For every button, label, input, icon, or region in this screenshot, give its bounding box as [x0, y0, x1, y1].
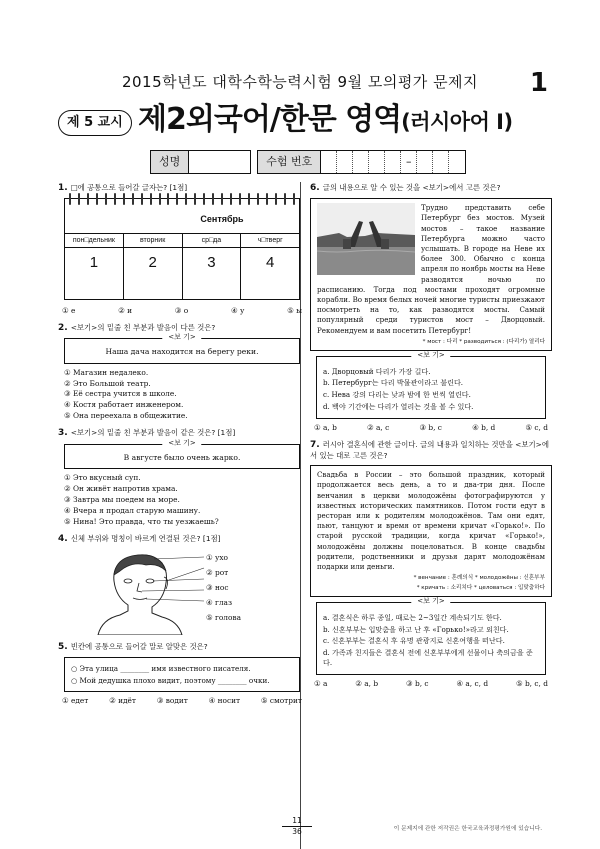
- question-prompt: □에 공통으로 들어갈 글자는? [1점]: [70, 183, 188, 192]
- subject-sub: (러시아어 I): [401, 110, 513, 134]
- answer-options: [314, 679, 548, 689]
- answer-option[interactable]: ① Это вкусный суп.: [64, 472, 141, 482]
- example-item: d. 백야 기간에는 다리가 열리는 것을 볼 수 있다.: [323, 401, 474, 411]
- left-column: [58, 182, 306, 712]
- calendar-day: пон□дельник: [65, 234, 123, 248]
- example-item: b. 신혼부부는 입맞춤을 하고 난 후 «Горько!»라고 외친다.: [323, 624, 509, 634]
- student-id-bar: [150, 150, 466, 174]
- answer-options: [62, 696, 302, 706]
- answer-option[interactable]: ① Магазин недалеко.: [64, 367, 149, 377]
- answer-option[interactable]: ① a: [314, 679, 328, 689]
- calendar-cell: [183, 234, 242, 300]
- answer-option[interactable]: ① едет: [62, 696, 89, 706]
- answer-options: [62, 306, 302, 316]
- answer-option[interactable]: ⑤ ы: [287, 306, 302, 316]
- question-7: [310, 439, 552, 689]
- example-box: [316, 350, 546, 419]
- face-label[interactable]: ④ глаз: [206, 597, 232, 607]
- calendar-month: Сентябрь: [200, 214, 244, 225]
- question-prompt: <보기>의 밑줄 친 부분과 발음이 다른 것은?: [70, 323, 216, 333]
- page-indicator: [282, 816, 312, 837]
- answer-option[interactable]: ④ у: [231, 306, 245, 316]
- example-box: [64, 438, 300, 469]
- face-label[interactable]: ② рот: [206, 567, 229, 577]
- answer-option[interactable]: ⑤ b, c, d: [515, 679, 548, 689]
- example-item: b. Петербург는 다리 박물관이라고 불린다.: [323, 378, 464, 388]
- calendar-spiral: [69, 193, 295, 205]
- example-tag: <보 기>: [162, 333, 201, 342]
- face-part-labels: [206, 553, 241, 628]
- name-field[interactable]: [189, 150, 251, 174]
- question-number: 2.: [58, 323, 68, 334]
- vocab-note: * мост : 다리 * разводиться : (다리가) 열리다: [422, 338, 545, 345]
- answer-option[interactable]: ⑤ смотрит: [260, 696, 302, 706]
- face-label[interactable]: ⑤ голова: [206, 612, 242, 622]
- question-number: 7.: [310, 440, 320, 451]
- example-box: [316, 597, 546, 675]
- calendar-number: 1: [89, 254, 99, 272]
- calendar-day: вторник: [124, 234, 182, 248]
- answer-option[interactable]: ④ Костя работает инженером.: [64, 400, 184, 410]
- answer-option[interactable]: ② идёт: [109, 696, 137, 706]
- question-prompt: 러시아 결혼식에 관한 글이다. 글의 내용과 일치하는 것만을 <보기>에서 있는 대로 고른 것은?: [310, 440, 549, 461]
- passage-box: [310, 198, 552, 351]
- answer-option[interactable]: ④ Вчера я продал старую машину.: [64, 505, 201, 515]
- face-label[interactable]: ① ухо: [206, 552, 228, 562]
- answer-option[interactable]: ② a, b: [355, 679, 379, 689]
- sentence-line: ○ Эта улица ________ имя известного писателя.: [71, 664, 251, 674]
- name-label: 성명: [150, 150, 189, 174]
- question-4: [58, 533, 306, 635]
- example-item: c. 신혼부부는 결혼식 후 유명 관광지로 신혼여행을 떠난다.: [323, 636, 505, 646]
- period-label: 제 5 교시: [58, 110, 132, 136]
- sentence-box: [64, 657, 300, 692]
- calendar-number: 4: [265, 254, 275, 272]
- passage-box: [310, 465, 552, 597]
- answer-option[interactable]: ② a, c: [366, 423, 390, 433]
- exam-number-label: 수험 번호: [257, 150, 321, 174]
- face-label[interactable]: ③ нос: [206, 582, 229, 592]
- copyright-notice: 이 문제지에 관한 저작권은 한국교육과정평가원에 있습니다.: [393, 826, 542, 832]
- calendar-number: 2: [148, 254, 157, 272]
- question-number: 4.: [58, 533, 68, 544]
- subject-main: 제2외국어/한문 영역: [138, 102, 402, 137]
- example-tag: <보 기>: [162, 439, 201, 448]
- example-text: Наша дача находится на берегу реки.: [105, 347, 259, 357]
- example-item: c. Нева 강의 다리는 낮과 밤에 한 번씩 열린다.: [323, 389, 471, 399]
- answer-option[interactable]: ④ a, c, d: [456, 679, 489, 689]
- question-number: 5.: [58, 641, 68, 652]
- question-prompt: <보기>의 밑줄 친 부분과 발음이 같은 것은? [1점]: [70, 428, 236, 438]
- question-number: 1.: [58, 183, 68, 193]
- question-prompt: 글의 내용으로 알 수 있는 것을 <보기>에서 고른 것은?: [322, 183, 501, 192]
- example-box: [64, 333, 300, 363]
- answer-option[interactable]: ③ о: [174, 306, 189, 316]
- question-prompt: 신체 부위와 명칭이 바르게 연결된 것은? [1점]: [70, 533, 221, 543]
- example-tag: <보 기>: [411, 597, 450, 606]
- example-item: a. Дворцовый 다리가 가장 길다.: [323, 366, 431, 376]
- answer-option[interactable]: ⑤ Нина! Это правда, что ты уезжаешь?: [64, 516, 219, 526]
- question-number: 3.: [58, 428, 68, 439]
- question-prompt: 빈칸에 공통으로 들어갈 말로 알맞은 것은?: [70, 641, 208, 651]
- page-total: 36: [292, 827, 302, 837]
- answer-option[interactable]: ⑤ Она переехала в общежитие.: [64, 411, 188, 421]
- vocab-note: * кричать : 소리치다 * целоваться : 입맞춤하다: [416, 585, 545, 592]
- question-number: 6.: [310, 183, 320, 193]
- answer-option[interactable]: ② Это Большой театр.: [64, 378, 151, 388]
- answer-option[interactable]: ③ b, c: [419, 423, 442, 433]
- page-current: 11: [282, 816, 312, 827]
- calendar-day: ч□тверг: [241, 234, 299, 248]
- answer-option[interactable]: ③ водит: [156, 696, 188, 706]
- example-item: a. 결혼식은 하루 종일, 때로는 2~3일간 계속되기도 한다.: [323, 613, 502, 623]
- passage-text: Свадьба в России – это большой праздник, который продолжается весь день, а то и два-три дня. После венчания в церкви молодожёны фотографируются у известных исторических памятников. Потом гости едут в ресторан или к родителям молодожёнов. Там они едят, пьют, танцуют и время от времени кричат «Горько!». По старой русской традиции, когда кричат «Горько!», молодожёны должны поцеловаться. В конце свадьбы родители, родственники и друзья дарят молодожёнам подарки или деньги.: [317, 470, 545, 572]
- question-1: [58, 182, 306, 316]
- exam-number-field[interactable]: [321, 150, 466, 174]
- vocab-note: * венчание : 혼례의식 * молодожёны : 신혼부부: [413, 575, 545, 582]
- calendar-cell: [241, 234, 299, 300]
- answer-option[interactable]: ③ Завтра мы поедем на море.: [64, 494, 180, 504]
- raised-bridge-image: [317, 203, 415, 275]
- answer-option[interactable]: ④ носит: [208, 696, 241, 706]
- answer-option[interactable]: ① е: [62, 306, 76, 316]
- bridge-photo: [317, 203, 415, 275]
- calendar-cell: [65, 234, 124, 300]
- answer-option[interactable]: ③ b, c: [405, 679, 429, 689]
- answer-option[interactable]: ① a, b: [314, 423, 337, 433]
- question-3: [58, 427, 306, 526]
- sentence-line: ○ Мой дедушка плохо видит, поэтому ________ очки.: [71, 675, 270, 685]
- calendar-grid: [65, 233, 299, 300]
- question-6: [310, 182, 552, 433]
- exam-number-dash: –: [401, 151, 417, 173]
- question-5: [58, 641, 306, 707]
- example-tag: <보 기>: [411, 351, 450, 360]
- calendar-image: [64, 198, 300, 300]
- calendar-day: ср□да: [183, 234, 241, 248]
- calendar-number: 3: [207, 254, 216, 272]
- answer-options: [314, 423, 548, 433]
- page-number: 1: [529, 68, 548, 98]
- right-column: [310, 182, 552, 695]
- answer-option[interactable]: ④ b, d: [472, 423, 496, 433]
- example-item: d. 가족과 친지들은 결혼식 전에 신혼부부에게 선물이나 축의금을 준다.: [323, 648, 533, 667]
- passage-text: Трудно представить себе Петербург без мостов. Музей мостов – такое название Петербурга можно часто услышать. В городе на Неве их более 300. Обычно с конца апреля по ноябрь мосты на Неве разводятся ночью по расписанию. Тогда под мостами проходят огромные корабли. Во время белых ночей многие туристы приезжают посмотреть на то, как разводятся мосты. Самый популярный среди туристов мост – Дворцовый. Рекомендуем и вам посетить Петербург!: [317, 203, 545, 335]
- face-illustration: [58, 549, 306, 635]
- answer-option[interactable]: ③ Её сестра учится в школе.: [64, 389, 177, 399]
- answer-option[interactable]: ② Он живёт напротив храма.: [64, 483, 178, 493]
- question-2: [58, 322, 306, 421]
- answer-option[interactable]: ② и: [118, 306, 133, 316]
- exam-title: 2015학년도 대학수학능력시험 9월 모의평가 문제지: [121, 73, 479, 91]
- calendar-cell: [124, 234, 183, 300]
- example-text: В августе было очень жарко.: [123, 452, 241, 462]
- answer-option[interactable]: ⑤ c, d: [525, 423, 548, 433]
- subject-title: [138, 100, 513, 141]
